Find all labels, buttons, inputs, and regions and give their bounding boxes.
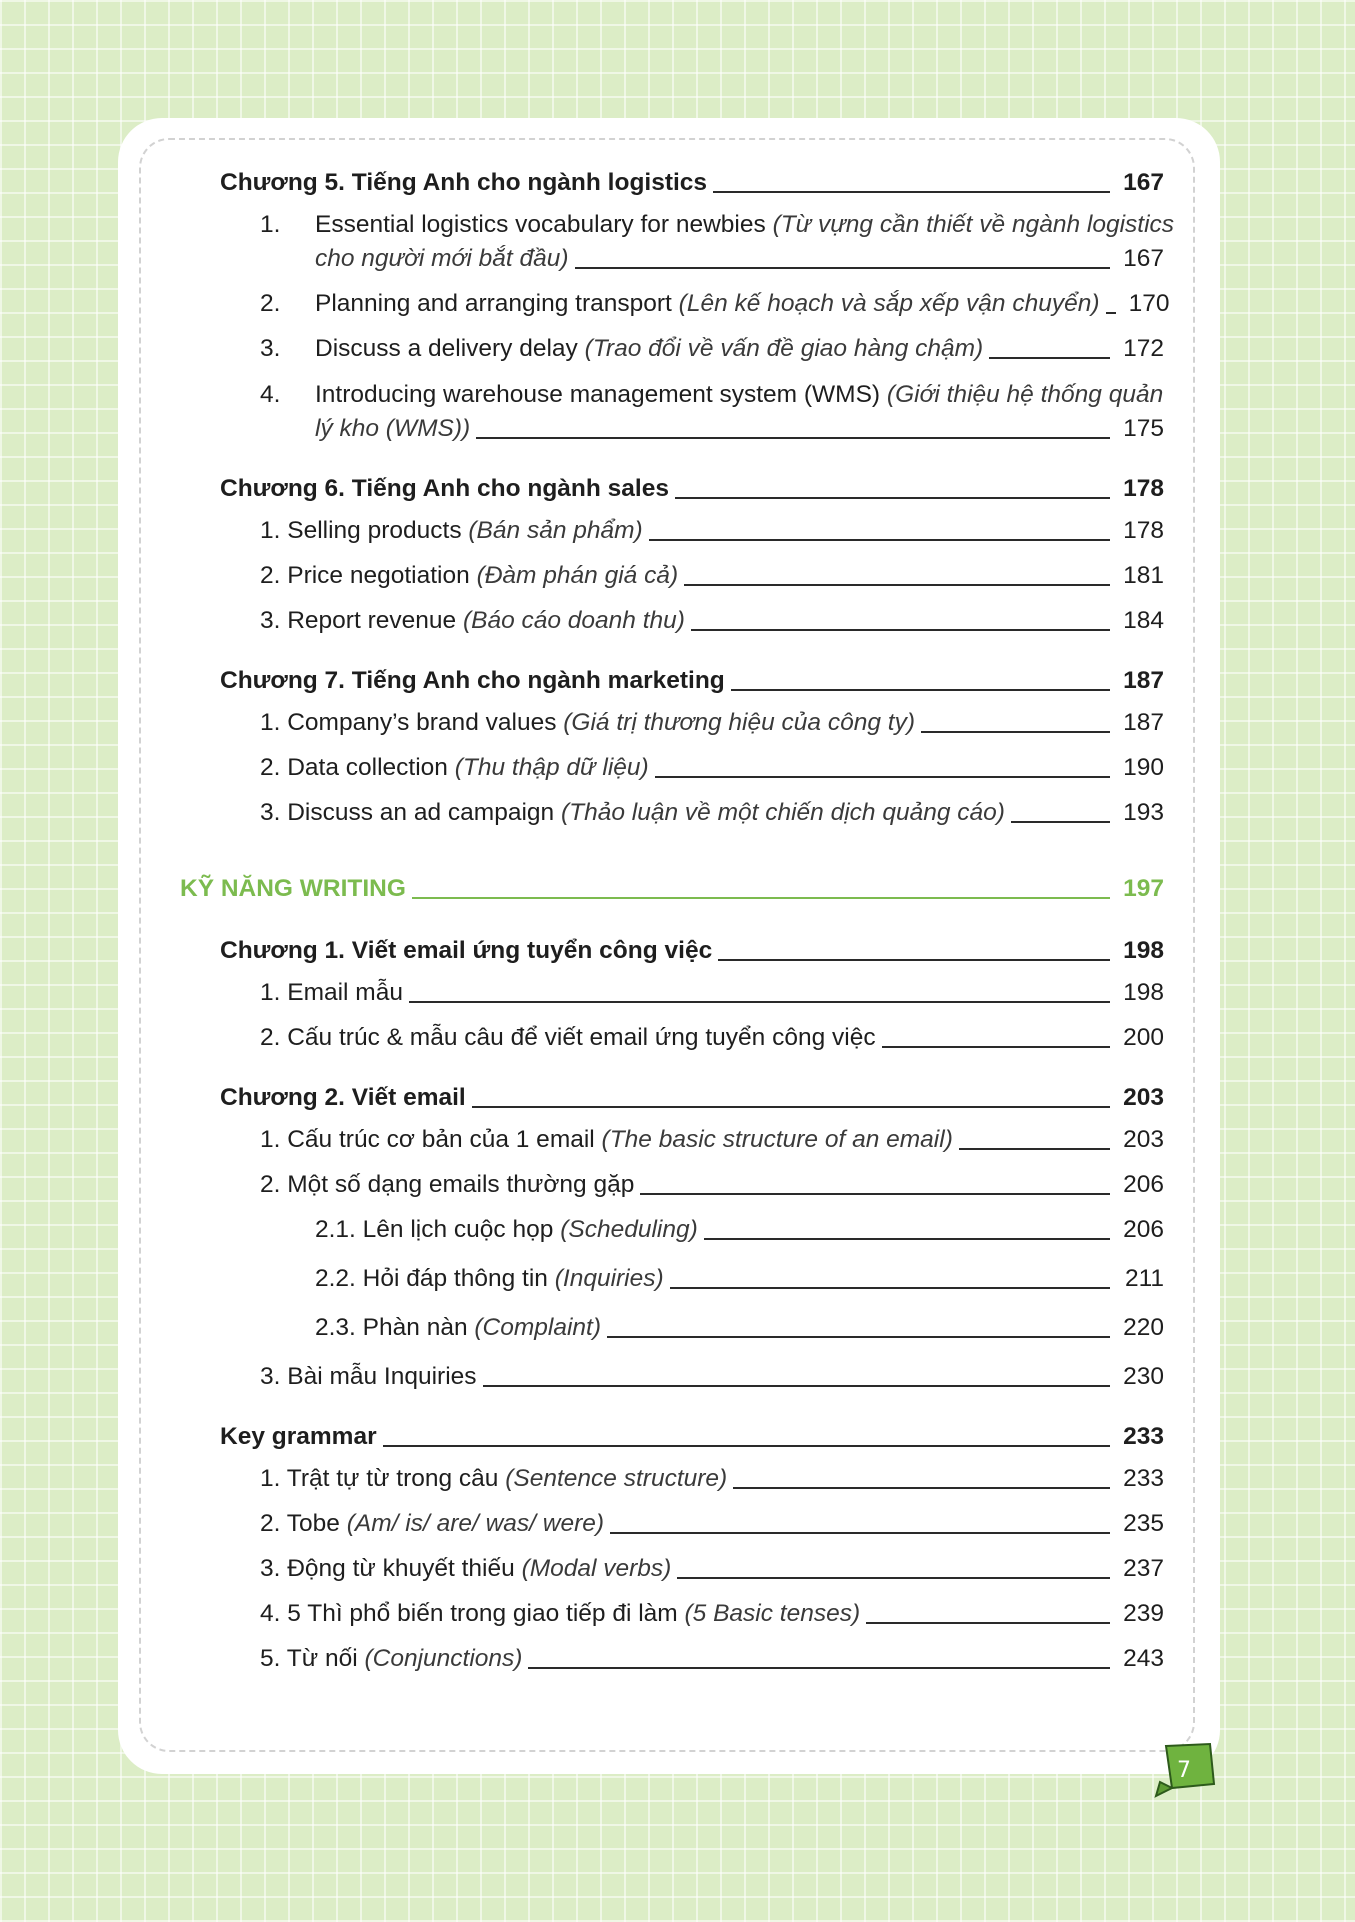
toc-item-6-3[interactable] [260,604,1164,638]
item-text: Introducing warehouse management system (WMS) [315,381,881,408]
item-number: 3. [260,335,281,362]
toc-key-grammar[interactable] [220,1420,1164,1454]
leader-line [1011,821,1110,823]
leader-line [704,1238,1110,1240]
item-note: (Sentence structure) [505,1465,728,1492]
page-number: 187 [1123,667,1164,694]
leader-line [655,776,1110,778]
leader-line [670,1287,1110,1289]
leader-line [607,1336,1110,1338]
page-number: 167 [1123,245,1164,272]
toc-item-6-2[interactable] [260,559,1164,593]
toc-item-kg-4[interactable] [260,1597,1164,1631]
toc-item-7-3[interactable] [260,796,1164,830]
leader-line [989,357,1110,359]
item-note: (5 Basic tenses) [684,1600,861,1627]
toc-item-w2-2-1[interactable] [315,1213,1164,1247]
item-note: (Complaint) [474,1314,602,1341]
page-number: 197 [1123,875,1164,902]
item-note: (Bán sản phẩm) [468,517,643,544]
item-text: 1. Company’s brand values [260,709,557,736]
item-text: 2.2. Hỏi đáp thông tin [315,1265,548,1292]
page-number: 235 [1123,1510,1164,1537]
toc-item-w2-2[interactable] [260,1168,1164,1202]
item-number: 2. [260,290,281,317]
item-text: 4. 5 Thì phổ biến trong giao tiếp đi làm [260,1600,678,1627]
page-number: 198 [1123,979,1164,1006]
item-note: (Thảo luận về một chiến dịch quảng cáo) [560,799,1005,826]
item-text: 2. Data collection [260,754,448,781]
chapter-title: Chương 7. Tiếng Anh cho ngành marketing [220,667,725,694]
chapter-title: Chương 2. Viết email [220,1084,466,1111]
page-number: 200 [1123,1024,1164,1051]
toc-item-w2-2-2[interactable] [315,1262,1164,1296]
item-text: 2. Cấu trúc & mẫu câu để viết email ứng tuyển công việc [260,1024,876,1051]
toc-item-w2-2-3[interactable] [315,1311,1164,1345]
item-note: (Scheduling) [560,1216,698,1243]
leader-line [640,1193,1110,1195]
page-number: 175 [1123,415,1164,442]
item-text: 3. Bài mẫu Inquiries [260,1363,477,1390]
leader-line [610,1532,1110,1534]
page-number-text: 7 [1177,1757,1191,1783]
page-number: 233 [1123,1423,1164,1450]
leader-line [575,267,1110,269]
leader-line [866,1622,1110,1624]
leader-line [675,497,1110,499]
toc-item-5-1-line1[interactable] [315,208,1174,242]
page-number: 167 [1123,169,1164,196]
toc-item-kg-2[interactable] [260,1507,1164,1541]
item-text: 3. Report revenue [260,607,457,634]
leader-line [959,1148,1110,1150]
toc-item-5-4-line1[interactable] [315,378,1163,412]
toc-item-5-4-num [260,378,280,412]
page-number: 178 [1123,517,1164,544]
item-text: 2.3. Phàn nàn [315,1314,468,1341]
item-note: (Lên kế hoạch và sắp xếp vận chuyển) [678,290,1100,317]
leader-line [731,689,1110,691]
toc-item-5-2[interactable] [315,287,1170,321]
item-note: (The basic structure of an email) [601,1126,953,1153]
item-text: 1. Email mẫu [260,979,403,1006]
toc-writing-chapter-1[interactable] [220,934,1164,968]
section-title: KỸ NĂNG WRITING [180,875,406,902]
toc-item-w1-1[interactable] [260,976,1164,1010]
toc-item-kg-3[interactable] [260,1552,1164,1586]
item-text: 2. Tobe [260,1510,340,1537]
page-number: 237 [1123,1555,1164,1582]
page-number: 203 [1123,1084,1164,1111]
item-note: (Am/ is/ are/ was/ were) [346,1510,605,1537]
page-number: 170 [1128,290,1170,317]
item-note: (Modal verbs) [521,1555,672,1582]
leader-line [472,1106,1110,1108]
item-text: 1. Selling products [260,517,462,544]
item-note: (Giới thiệu hệ thống quản [886,381,1164,408]
item-number: 1. [260,211,281,238]
page-number: 203 [1123,1126,1164,1153]
item-text: 2. Một số dạng emails thường gặp [260,1171,635,1198]
toc-item-7-2[interactable] [260,751,1164,785]
page-number: 239 [1123,1600,1164,1627]
chapter-title: Chương 1. Viết email ứng tuyển công việc [220,937,713,964]
toc-chapter-7[interactable] [220,664,1164,698]
toc-item-5-1-num [260,208,280,242]
page-number: 198 [1123,937,1164,964]
page-number: 230 [1123,1363,1164,1390]
item-text: 1. Trật tự từ trong câu [260,1465,499,1492]
item-note: (Đàm phán giá cả) [476,562,679,589]
item-number: 4. [260,381,281,408]
chapter-title: Chương 6. Tiếng Anh cho ngành sales [220,475,669,502]
leader-line [882,1046,1110,1048]
item-note: (Conjunctions) [364,1645,523,1672]
toc-item-5-3-num [260,332,280,366]
page-number: 193 [1123,799,1164,826]
page-number: 206 [1123,1171,1164,1198]
item-note: lý kho (WMS)) [315,415,471,442]
item-text: 3. Động từ khuyết thiếu [260,1555,515,1582]
leader-line [718,959,1110,961]
item-text: 5. Từ nối [260,1645,358,1672]
item-text: Discuss a delivery delay [315,335,578,362]
page-number: 190 [1123,754,1164,781]
toc-item-5-1-line2[interactable] [315,242,1164,276]
leader-line [684,584,1110,586]
toc-chapter-6[interactable] [220,472,1164,506]
item-note: (Giá trị thương hiệu của công ty) [563,709,915,736]
page-number: 187 [1123,709,1164,736]
item-text: 2.1. Lên lịch cuộc họp [315,1216,554,1243]
toc-item-7-1[interactable] [260,706,1164,740]
toc-writing-chapter-2[interactable] [220,1081,1164,1115]
toc-item-kg-1[interactable] [260,1462,1164,1496]
leader-line [483,1385,1110,1387]
page-number: 220 [1123,1314,1164,1341]
item-note: (Từ vựng cần thiết về ngành logistics [772,211,1175,238]
toc-item-5-3[interactable] [315,332,1164,366]
leader-line [383,1445,1110,1447]
leader-line [921,731,1110,733]
page-number: 211 [1124,1265,1164,1292]
leader-line [733,1487,1110,1489]
chapter-title: Key grammar [220,1423,377,1450]
item-note: (Thu thập dữ liệu) [454,754,649,781]
leader-line [528,1667,1110,1669]
toc-item-w2-3[interactable] [260,1360,1164,1394]
item-text: 2. Price negotiation [260,562,470,589]
leader-line [691,629,1110,631]
item-note: (Trao đổi về vấn đề giao hàng chậm) [584,335,984,362]
toc-item-kg-5[interactable] [260,1642,1164,1676]
chapter-title: Chương 5. Tiếng Anh cho ngành logistics [220,169,708,196]
toc-item-5-2-num [260,287,280,321]
leader-line [412,897,1110,899]
page-number: 184 [1123,607,1164,634]
item-text: 3. Discuss an ad campaign [260,799,555,826]
leader-line [713,191,1110,193]
toc-section-writing[interactable] [180,872,1164,906]
page-number: 172 [1123,335,1164,362]
page-number: 243 [1123,1645,1164,1672]
toc-item-w2-1[interactable] [260,1123,1164,1157]
item-text: Essential logistics vocabulary for newbies [315,211,766,238]
page-number: 178 [1123,475,1164,502]
leader-line [409,1001,1110,1003]
toc-item-5-4-line2[interactable] [315,412,1164,446]
toc-item-w1-2[interactable] [260,1021,1164,1055]
item-note: cho người mới bắt đầu) [315,245,569,272]
page-number: 233 [1123,1465,1164,1492]
item-note: (Báo cáo doanh thu) [462,607,685,634]
item-text: 1. Cấu trúc cơ bản của 1 email [260,1126,595,1153]
leader-line [476,437,1110,439]
page-number-badge [1152,1742,1216,1798]
item-note: (Inquiries) [554,1265,664,1292]
page-number: 206 [1123,1216,1164,1243]
toc-chapter-5[interactable] [220,166,1164,200]
leader-line [677,1577,1110,1579]
leader-line [1106,312,1116,314]
page-number: 181 [1123,562,1164,589]
leader-line [649,539,1110,541]
toc-item-6-1[interactable] [260,514,1164,548]
item-text: Planning and arranging transport [315,290,672,317]
